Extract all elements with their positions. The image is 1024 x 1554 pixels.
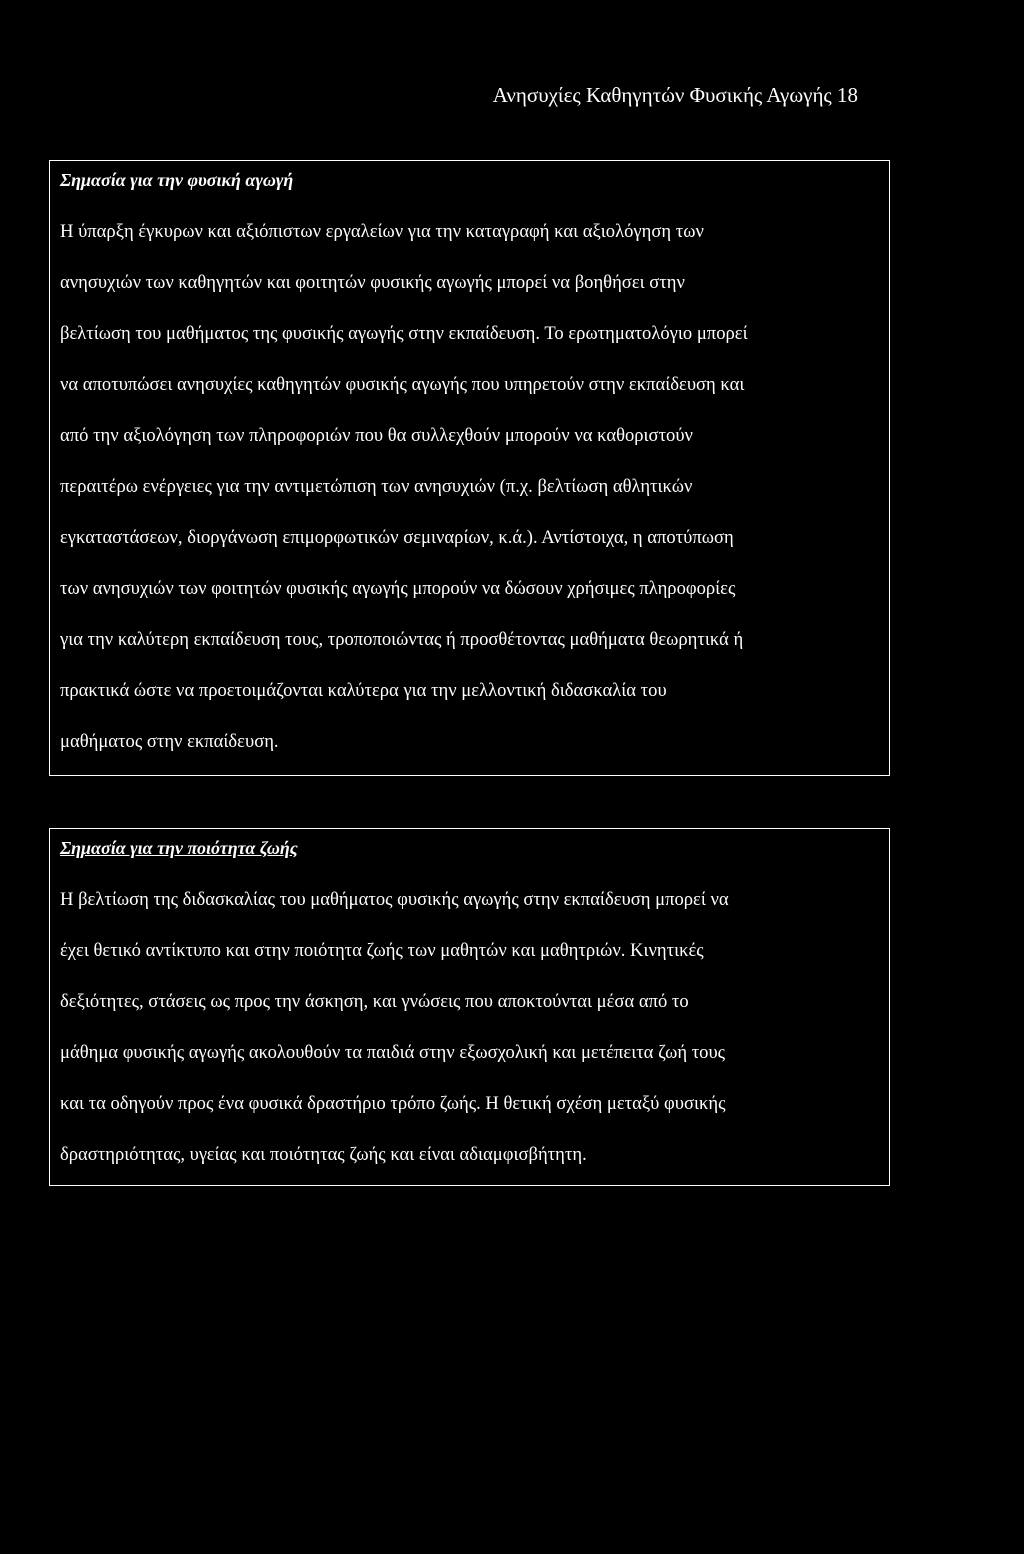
paragraph-line: μαθήματος στην εκπαίδευση.	[60, 731, 279, 752]
paragraph-line: περαιτέρω ενέργειες για την αντιμετώπιση των ανησυχιών (π.χ. βελτίωση αθλητικών	[60, 476, 693, 497]
paragraph-line: ανησυχιών των καθηγητών και φοιτητών φυσικής αγωγής μπορεί να βοηθήσει στην	[60, 272, 685, 293]
section-title: Σημασία για την ποιότητα ζωής	[60, 838, 298, 858]
paragraph-line: δραστηριότητας, υγείας και ποιότητας ζωής και είναι αδιαμφισβήτητη.	[60, 1144, 587, 1165]
paragraph-line: από την αξιολόγηση των πληροφοριών που θα συλλεχθούν μπορούν να καθοριστούν	[60, 425, 693, 446]
paragraph-line: πρακτικά ώστε να προετοιμάζονται καλύτερα για την μελλοντική διδασκαλία του	[60, 680, 667, 701]
section-title: Σημασία για την φυσική αγωγή	[60, 170, 294, 190]
running-header: Ανησυχίες Καθηγητών Φυσικής Αγωγής 18	[492, 83, 858, 107]
paragraph-line: των ανησυχιών των φοιτητών φυσικής αγωγής μπορούν να δώσουν χρήσιμες πληροφορίες	[60, 578, 736, 599]
paragraph-line: βελτίωση του μαθήματος της φυσικής αγωγής στην εκπαίδευση. Το ερωτηματολόγιο μπορεί	[60, 323, 748, 344]
paragraph-line: έχει θετικό αντίκτυπο και στην ποιότητα ζωής των μαθητών και μαθητριών. Κινητικές	[60, 940, 704, 961]
section-box-physical-education	[49, 160, 890, 776]
paragraph-line: να αποτυπώσει ανησυχίες καθηγητών φυσικής αγωγής που υπηρετούν στην εκπαίδευση και	[60, 374, 745, 395]
paragraph-line: εγκαταστάσεων, διοργάνωση επιμορφωτικών σεμιναρίων, κ.ά.). Αντίστοιχα, η αποτύπωση	[60, 527, 734, 548]
paragraph-line: για την καλύτερη εκπαίδευση τους, τροποποιώντας ή προσθέτοντας μαθήματα θεωρητικά ή	[60, 629, 744, 650]
paragraph-line: Η βελτίωση της διδασκαλίας του μαθήματος φυσικής αγωγής στην εκπαίδευση μπορεί να	[60, 889, 729, 910]
paragraph-line: και τα οδηγούν προς ένα φυσικά δραστήριο τρόπο ζωής. Η θετική σχέση μεταξύ φυσικής	[60, 1093, 726, 1114]
paragraph-line: δεξιότητες, στάσεις ως προς την άσκηση, και γνώσεις που αποκτούνται μέσα από το	[60, 991, 689, 1012]
section-box-quality-of-life	[49, 828, 890, 1186]
paragraph-line: μάθημα φυσικής αγωγής ακολουθούν τα παιδιά στην εξωσχολική και μετέπειτα ζωή τους	[60, 1042, 726, 1063]
paragraph-line: Η ύπαρξη έγκυρων και αξιόπιστων εργαλείων για την καταγραφή και αξιολόγηση των	[60, 221, 704, 242]
